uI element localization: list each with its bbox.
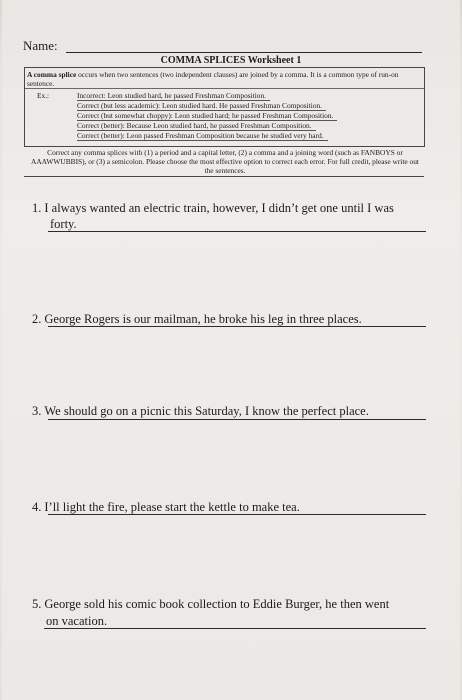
answer-line-4[interactable]	[48, 514, 426, 515]
example-correct-2: Correct (but somewhat choppy): Leon studied hard; he passed Freshman Composition.	[77, 111, 337, 121]
question-number: 4.	[32, 500, 42, 514]
instructions-text: Correct any comma splices with (1) a period and a capital letter, (2) a comma and a joining word (such as FANBOYS or AAAWWUBBIS), or (3) a semicolon. Please choose the most effective option to correct each error. For full credit, please write out the sentences.	[31, 148, 419, 175]
answer-line-3[interactable]	[48, 419, 426, 420]
example-correct-3: Correct (better): Because Leon studied hard, he passed Freshman Composition.	[77, 121, 316, 131]
row-divider	[25, 88, 424, 89]
question-2	[32, 311, 432, 327]
instructions-divider	[24, 176, 424, 177]
example-correct-4: Correct (better): Leon passed Freshman Composition because he studied very hard.	[77, 131, 328, 141]
question-1	[32, 200, 432, 216]
name-label: Name:	[23, 38, 58, 53]
question-5	[32, 596, 432, 612]
question-3	[32, 403, 432, 419]
example-label: Ex.:	[37, 91, 50, 100]
definition-term: A comma splice	[27, 70, 77, 79]
definition-box	[24, 67, 425, 147]
question-text-line1: George Rogers is our mailman, he broke his leg in three places.	[44, 312, 362, 326]
name-blank-line	[66, 52, 422, 53]
question-5-line2: on vacation.	[46, 614, 108, 628]
answer-line-5[interactable]	[44, 628, 426, 629]
question-text-line1: We should go on a picnic this Saturday, I know the perfect place.	[44, 404, 369, 418]
definition-text	[27, 70, 418, 88]
example-correct-1: Correct (but less academic): Leon studied hard. He passed Freshman Composition.	[77, 101, 326, 111]
answer-line-1[interactable]	[48, 231, 426, 232]
definition-rest: occurs when two sentences (two independent clauses) are joined by a comma. It is a common type of run-on sentence.	[27, 70, 399, 88]
question-text-line1: I always wanted an electric train, however, I didn’t get one until I was	[44, 201, 394, 215]
question-text-line1: I’ll light the fire, please start the kettle to make tea.	[44, 500, 300, 514]
example-incorrect: Incorrect: Leon studied hard, he passed Freshman Composition.	[77, 91, 270, 101]
answer-line-2[interactable]	[48, 326, 426, 327]
question-number: 3.	[32, 404, 42, 418]
question-4	[32, 499, 432, 515]
worksheet-title: COMMA SPLICES Worksheet 1	[160, 55, 302, 66]
question-1-line2: forty.	[50, 217, 77, 231]
question-number: 1.	[32, 201, 42, 215]
question-text-line1: George sold his comic book collection to Eddie Burger, he then went	[44, 597, 390, 611]
question-number: 2.	[32, 312, 42, 326]
question-number: 5.	[32, 597, 42, 611]
